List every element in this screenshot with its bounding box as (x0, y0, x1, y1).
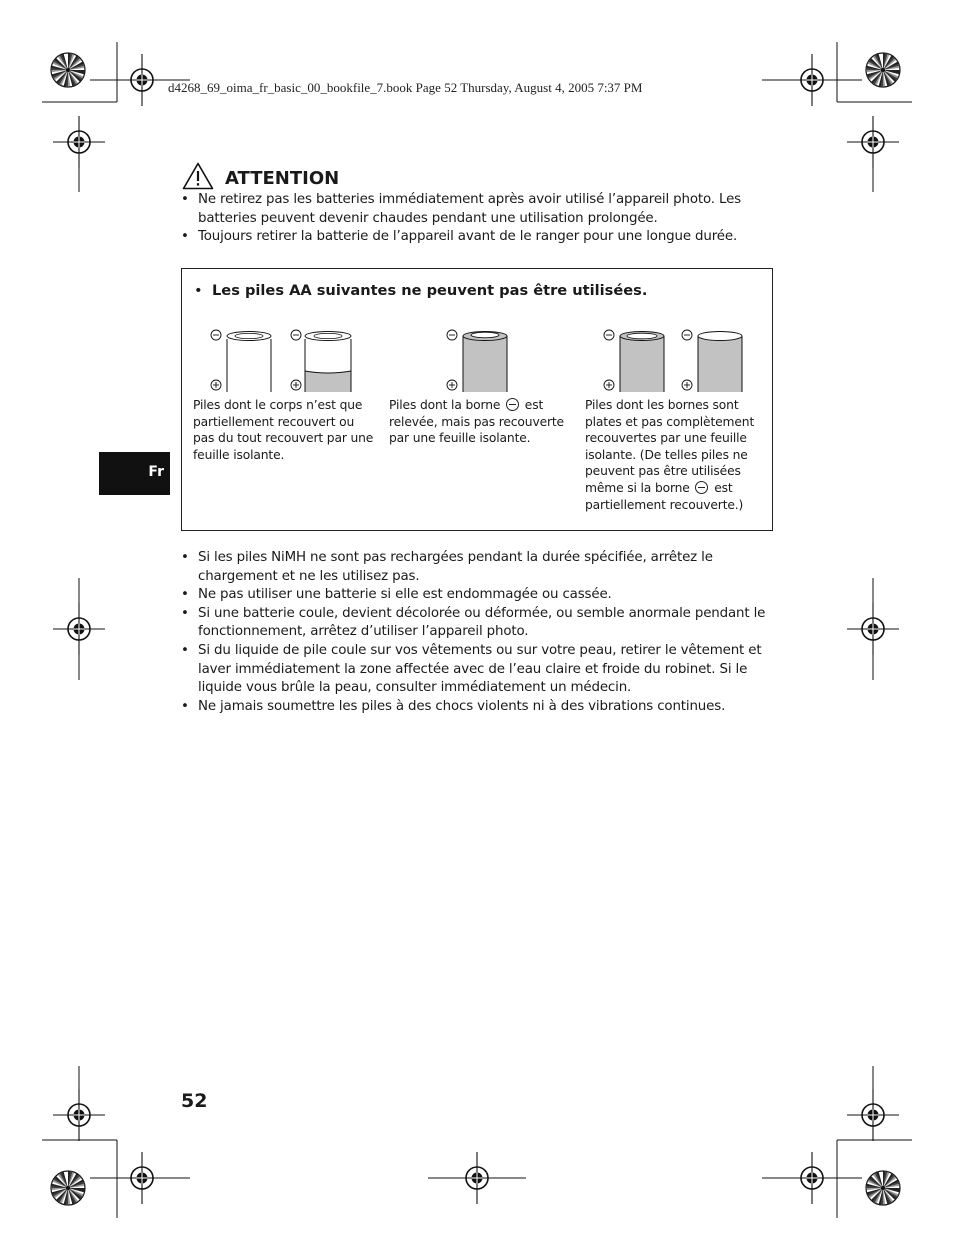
warning-triangle-icon (182, 162, 214, 190)
battery-illustrations (182, 327, 774, 397)
list-item: • Si une batterie coule, devient décolorée ou déformée, ou semble anormale pendant le fonctionnement, arrêtez d’utiliser l’appareil photo. (180, 605, 780, 642)
battery-flat-uncovered (698, 332, 742, 393)
list-item: • Toujours retirer la batterie de l’appareil avant de le ranger pour une longue durée. (180, 228, 780, 247)
unusable-batteries-box (181, 268, 773, 531)
battery-flat-partial (620, 332, 664, 393)
caption-text: Piles dont la borne (389, 398, 505, 412)
battery-partial-cover (305, 332, 351, 393)
list-item: • Ne jamais soumettre les piles à des chocs violents ni à des vibrations continues. (180, 698, 780, 717)
minus-terminal-icon (506, 398, 519, 411)
box-heading-text: Les piles AA suivantes ne peuvent pas être utilisées. (212, 282, 648, 299)
caption-text: est relevée, mais pas recouverte par une feuille isolante. (389, 398, 564, 446)
attention-list (180, 191, 780, 247)
battery-uncovered-1 (227, 332, 271, 393)
caption-raised-terminal (389, 397, 574, 447)
caption-partially-covered: Piles dont le corps n’est que partiellement recouvert ou pas du tout recouvert par une feuille isolante. (193, 398, 374, 462)
minus-terminal-icon (695, 481, 708, 494)
language-code: Fr (148, 464, 164, 480)
caption-flat-terminal (585, 397, 765, 513)
list-item: • Si les piles NiMH ne sont pas rechargées pendant la durée spécifiée, arrêtez le chargement et ne les utilisez pas. (180, 549, 780, 586)
battery-raised-terminal (463, 332, 507, 393)
warnings-list (180, 549, 780, 716)
caption-text: Piles dont les bornes sont plates et pas complètement recouvertes par une feuille isolante. (De telles piles ne peuvent pas être utilisées même si la borne (585, 398, 755, 495)
attention-title: ATTENTION (225, 168, 340, 189)
list-item: • Si du liquide de pile coule sur vos vêtements ou sur votre peau, retirer le vêtement et laver immédiatement la zone affectée avec de l’eau claire et froide du robinet. Si le liquide vous brûle la peau, consulter immédiatement un médecin. (180, 642, 780, 698)
page-number: 52 (181, 1090, 208, 1112)
file-info-header: d4268_69_oima_fr_basic_00_bookfile_7.book Page 52 Thursday, August 4, 2005 7:37 PM (168, 80, 643, 95)
box-heading: • Les piles AA suivantes ne peuvent pas être utilisées. (194, 282, 648, 299)
language-tab (99, 452, 170, 495)
list-item: • Ne retirez pas les batteries immédiatement après avoir utilisé l’appareil photo. Les batteries peuvent devenir chaudes pendant une utilisation prolongée. (180, 191, 780, 228)
caption-text: est partiellement recouverte.) (585, 480, 744, 512)
list-item: • Ne pas utiliser une batterie si elle est endommagée ou cassée. (180, 586, 780, 605)
